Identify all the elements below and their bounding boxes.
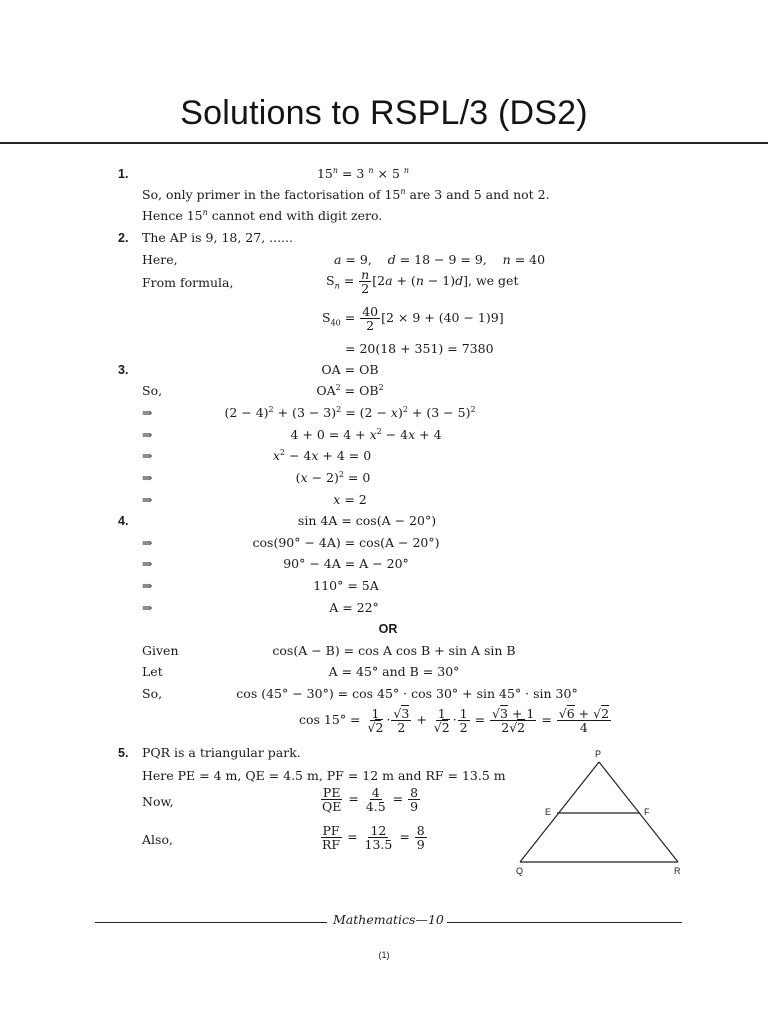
q5-line2: Here PE = 4 m, QE = 4.5 m, PF = 12 m and RF = 13.5 m: [142, 768, 506, 783]
implies-icon: ⇒: [142, 535, 153, 550]
q1-line2: So, only primer in the factorisation of 15$^n$ are 3 and 5 and not 2.: [142, 186, 550, 202]
q5-pf-rf-ratio: $\frac{PF}{RF}$ = $\frac{12}{13.5}$ = $\frac{8}{9}$: [322, 823, 425, 852]
q1-equation: $15^n = 3$ $^n$ × 5 $^n$: [316, 165, 410, 181]
q2-result: = 20(18 + 351) = 7380: [345, 341, 494, 356]
q5-now-label: Now,: [142, 794, 174, 809]
q4-line4: 110° = 5A: [313, 578, 379, 593]
vertex-label-e: E: [545, 807, 552, 817]
vertex-label-p: P: [595, 749, 602, 759]
question-number-5: 5.: [118, 746, 129, 760]
vertex-label-f: F: [644, 807, 650, 817]
implies-icon: ⇒: [142, 600, 153, 615]
q3-line5: $x^2 - 4x + 4 = 0$: [272, 447, 372, 463]
q1-line3: Hence 15$^n$ cannot end with digit zero.: [142, 207, 383, 223]
question-number-2: 2.: [118, 231, 129, 245]
q3-line6: $(x - 2)^2 = 0$: [295, 469, 371, 485]
q2-line1: The AP is 9, 18, 27, ......: [142, 230, 294, 245]
question-number-3: 3.: [118, 363, 129, 377]
q2-sn-formula: $S_n$ = $\frac{n}{2}$ [2a + (n − 1)d], we get: [326, 267, 519, 296]
implies-icon: ⇒: [142, 492, 153, 507]
q4-line3: 90° − 4A = A − 20°: [283, 556, 409, 571]
q2-here-expr: a = 9, d = 18 − 9 = 9, n = 40: [334, 252, 546, 267]
q4-given-label: Given: [142, 643, 179, 658]
or-separator: OR: [378, 622, 398, 636]
vertex-label-q: Q: [516, 866, 524, 876]
q2-here-label: Here,: [142, 252, 178, 267]
q2-formula-label: From formula,: [142, 275, 234, 290]
q5-also-label: Also,: [142, 832, 173, 847]
q4-line2: cos(90° − 4A) = cos(A − 20°): [252, 535, 440, 550]
q4-so-expr: cos (45° − 30°) = cos 45° · cos 30° + sin 45° · sin 30°: [236, 686, 578, 701]
implies-icon: ⇒: [142, 470, 153, 485]
q4-so-label: So,: [142, 686, 163, 701]
q4-cos15-expr: cos 15° = $\frac{1}{√2}$ · $\frac{√3}{2}$ + $\frac{1}{√2}$ · $\frac{1}{2}$ = $\frac{√3 + 1}{2√2}$ = $\frac{√6 + √2}{4}$: [299, 706, 610, 735]
q5-line1: PQR is a triangular park.: [142, 745, 301, 760]
title-rule: [0, 142, 768, 144]
q4-line1: sin 4A = cos(A − 20°): [297, 513, 437, 528]
q3-so-label: So,: [142, 383, 163, 398]
q4-line5: A = 22°: [329, 600, 379, 615]
implies-icon: ⇒: [142, 405, 153, 420]
implies-icon: ⇒: [142, 556, 153, 571]
implies-icon: ⇒: [142, 448, 153, 463]
q3-line1: OA = OB: [321, 362, 379, 377]
q3-line2: $OA^2 = OB^2$: [316, 382, 384, 398]
q3-line4: $4 + 0 = 4 + x^2 - 4x + 4$: [290, 426, 442, 442]
vertex-label-r: R: [674, 866, 681, 876]
q3-line3: $(2 - 4)^2 + (3 - 3)^2 = (2 - x)^2 + (3 - 5)^2$: [224, 404, 476, 420]
q4-let-expr: A = 45° and B = 30°: [328, 664, 460, 679]
footer-rule-left: [95, 922, 327, 923]
question-number-4: 4.: [118, 514, 129, 528]
side-pr: [599, 762, 678, 862]
q2-s40-formula: $S_{40}$ = $\frac{40}{2}$ [2 × 9 + (40 − 1)9]: [322, 304, 504, 333]
footer-subject: Mathematics—10: [333, 912, 444, 927]
q5-pe-qe-ratio: $\frac{PE}{QE}$ = $\frac{4}{4.5}$ = $\frac{8}{9}$: [322, 785, 419, 814]
question-number-1: 1.: [118, 167, 129, 181]
page-title: Solutions to RSPL/3 (DS2): [180, 94, 588, 132]
q3-line7: x = 2: [333, 492, 367, 507]
side-pq: [520, 762, 599, 862]
implies-icon: ⇒: [142, 578, 153, 593]
footer-rule-right: [447, 922, 682, 923]
page-number: (1): [378, 950, 390, 960]
q4-given-expr: cos(A − B) = cos A cos B + sin A sin B: [272, 643, 516, 658]
q4-let-label: Let: [142, 664, 163, 679]
triangle-diagram: [510, 745, 700, 880]
implies-icon: ⇒: [142, 427, 153, 442]
